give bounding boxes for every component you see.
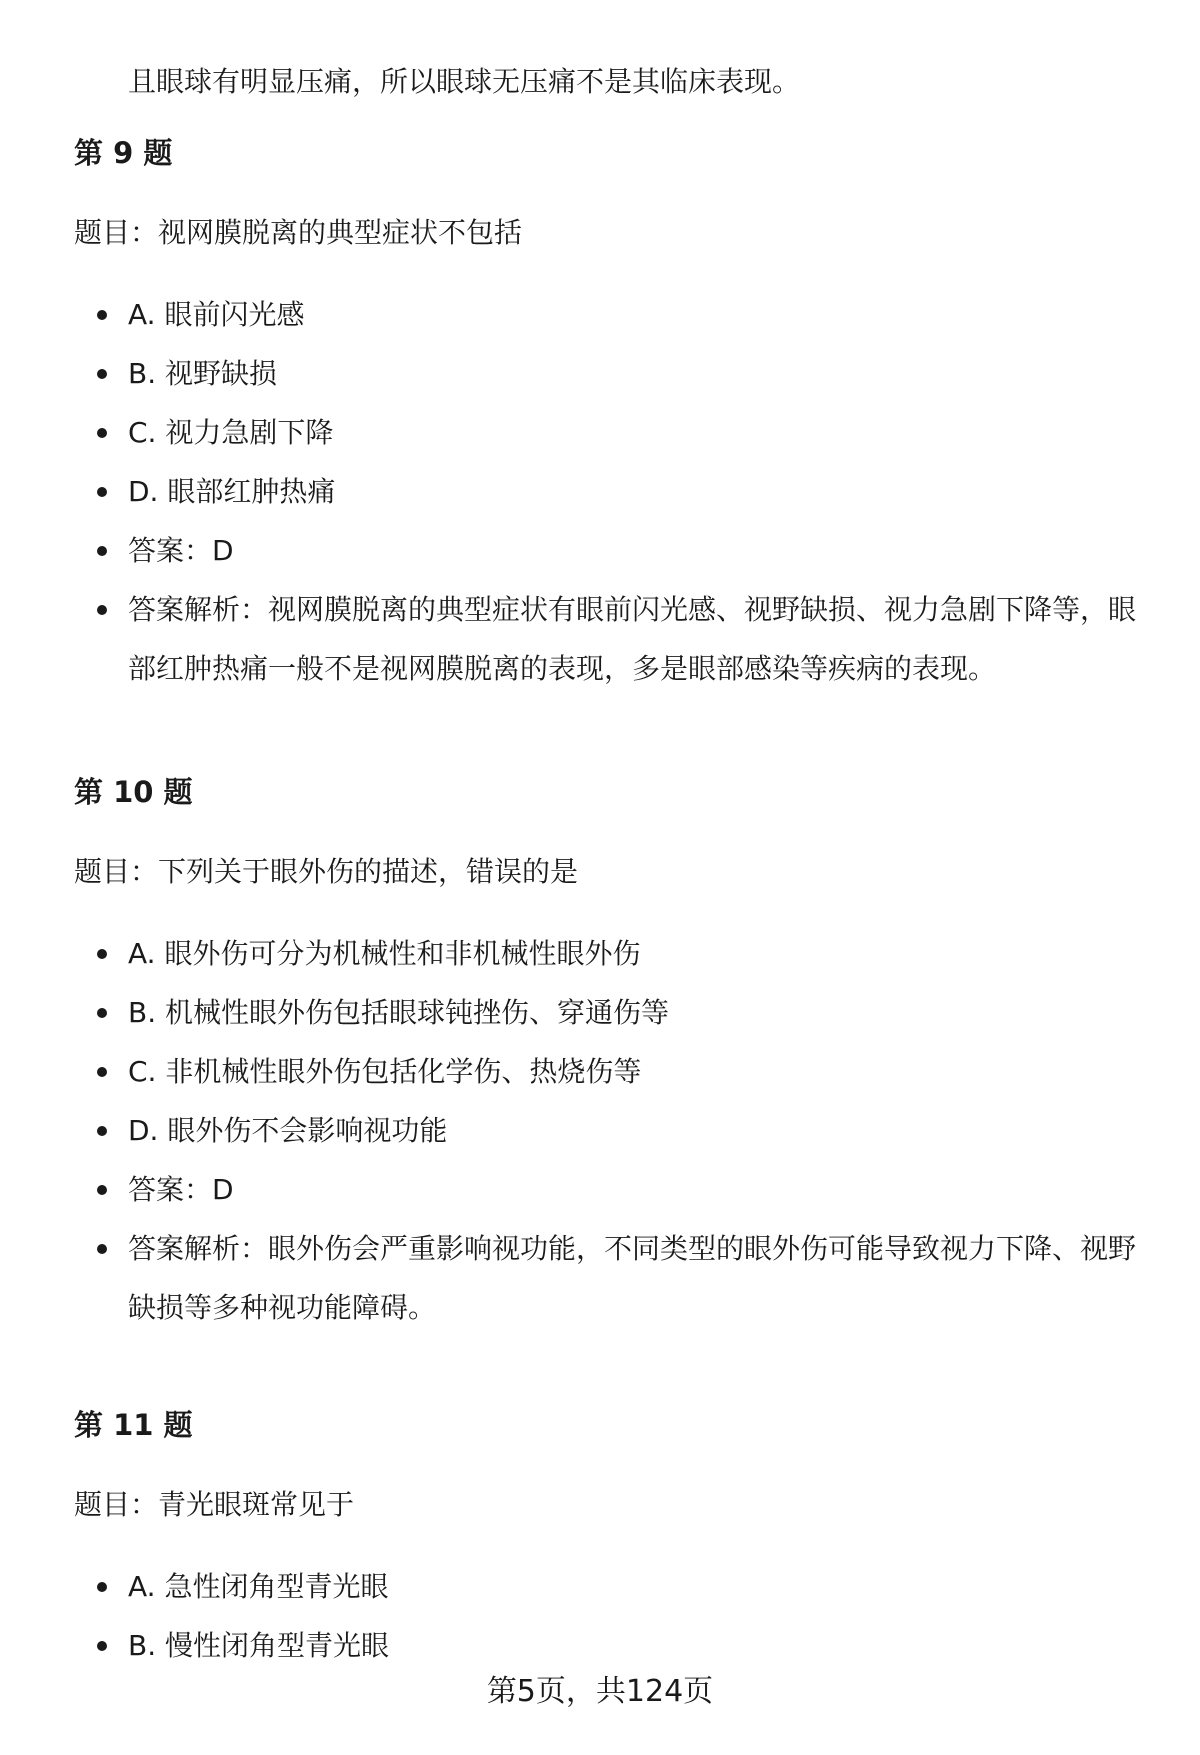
explanation: 答案解析：眼外伤会严重影响视功能，不同类型的眼外伤可能导致视力下降、视野缺损等多种视功能障碍。 <box>0 1219 1200 1337</box>
bullet-icon <box>97 1582 107 1592</box>
bullet-icon <box>97 1185 107 1195</box>
option-c: C. 非机械性眼外伤包括化学伤、热烧伤等 <box>0 1042 1200 1101</box>
option-a: A. 眼前闪光感 <box>0 285 1200 344</box>
option-d: D. 眼外伤不会影响视功能 <box>0 1101 1200 1160</box>
answer: 答案：D <box>0 521 1200 580</box>
question-10-heading: 第 10 题 <box>74 775 193 809</box>
bullet-icon <box>97 546 107 556</box>
bullet-icon <box>97 310 107 320</box>
bullet-icon <box>97 949 107 959</box>
bullet-icon <box>97 1126 107 1136</box>
bullet-icon <box>97 369 107 379</box>
explanation: 答案解析：视网膜脱离的典型症状有眼前闪光感、视野缺损、视力急剧下降等，眼部红肿热痛一般不是视网膜脱离的表现，多是眼部感染等疾病的表现。 <box>0 580 1200 698</box>
option-b: B. 机械性眼外伤包括眼球钝挫伤、穿通伤等 <box>0 983 1200 1042</box>
answer: 答案：D <box>0 1160 1200 1219</box>
question-10-options <box>0 924 1200 1337</box>
question-9-options <box>0 285 1200 698</box>
option-c: C. 视力急剧下降 <box>0 403 1200 462</box>
bullet-icon <box>97 1641 107 1651</box>
page-footer: 第5页，共124页 <box>486 1674 714 1709</box>
question-11-options <box>0 1557 1200 1675</box>
bullet-icon <box>97 1008 107 1018</box>
question-11-stem: 题目：青光眼斑常见于 <box>74 1488 355 1521</box>
option-d: D. 眼部红肿热痛 <box>0 462 1200 521</box>
question-9-heading: 第 9 题 <box>74 136 173 170</box>
bullet-icon <box>97 1244 107 1254</box>
bullet-icon <box>97 487 107 497</box>
continuation-text: 且眼球有明显压痛，所以眼球无压痛不是其临床表现。 <box>128 65 801 98</box>
option-b: B. 视野缺损 <box>0 344 1200 403</box>
bullet-icon <box>97 1067 107 1077</box>
option-b: B. 慢性闭角型青光眼 <box>0 1616 1200 1675</box>
question-9-stem: 题目：视网膜脱离的典型症状不包括 <box>74 216 523 249</box>
question-11-heading: 第 11 题 <box>74 1408 193 1442</box>
question-10-stem: 题目：下列关于眼外伤的描述，错误的是 <box>74 855 579 888</box>
bullet-icon <box>97 428 107 438</box>
bullet-icon <box>97 605 107 615</box>
option-a: A. 急性闭角型青光眼 <box>0 1557 1200 1616</box>
option-a: A. 眼外伤可分为机械性和非机械性眼外伤 <box>0 924 1200 983</box>
